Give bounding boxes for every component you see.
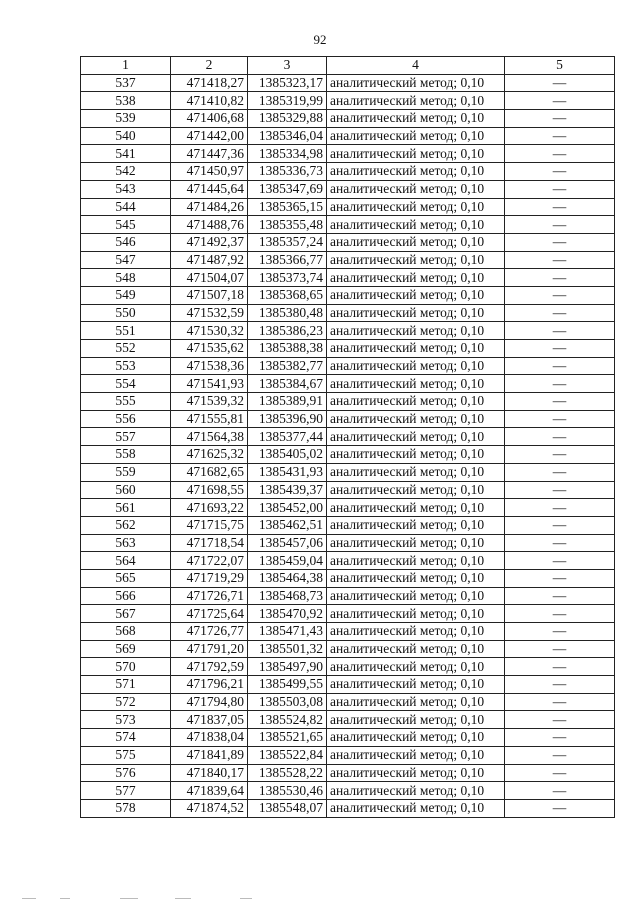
note-cell: — (505, 658, 615, 676)
table-row (81, 428, 615, 446)
point-number-cell: 561 (81, 499, 171, 517)
x-coordinate-cell: 471698,55 (171, 481, 248, 499)
y-coordinate-cell: 1385377,44 (248, 428, 327, 446)
table-row (81, 729, 615, 747)
note-cell: — (505, 729, 615, 747)
x-coordinate-cell: 471719,29 (171, 569, 248, 587)
method-cell: аналитический метод; 0,10 (327, 676, 505, 694)
point-number-cell: 567 (81, 605, 171, 623)
x-coordinate-cell: 471841,89 (171, 746, 248, 764)
table-row (81, 481, 615, 499)
column-header-1: 1 (81, 57, 171, 75)
y-coordinate-cell: 1385521,65 (248, 729, 327, 747)
x-coordinate-cell: 471625,32 (171, 446, 248, 464)
point-number-cell: 570 (81, 658, 171, 676)
x-coordinate-cell: 471839,64 (171, 782, 248, 800)
note-cell: — (505, 233, 615, 251)
x-coordinate-cell: 471837,05 (171, 711, 248, 729)
point-number-cell: 557 (81, 428, 171, 446)
method-cell: аналитический метод; 0,10 (327, 428, 505, 446)
method-cell: аналитический метод; 0,10 (327, 481, 505, 499)
y-coordinate-cell: 1385396,90 (248, 410, 327, 428)
note-cell: — (505, 552, 615, 570)
y-coordinate-cell: 1385334,98 (248, 145, 327, 163)
note-cell: — (505, 410, 615, 428)
note-cell: — (505, 746, 615, 764)
y-coordinate-cell: 1385522,84 (248, 746, 327, 764)
y-coordinate-cell: 1385501,32 (248, 640, 327, 658)
table-row (81, 251, 615, 269)
method-cell: аналитический метод; 0,10 (327, 693, 505, 711)
method-cell: аналитический метод; 0,10 (327, 393, 505, 411)
point-number-cell: 552 (81, 340, 171, 358)
y-coordinate-cell: 1385459,04 (248, 552, 327, 570)
x-coordinate-cell: 471447,36 (171, 145, 248, 163)
method-cell: аналитический метод; 0,10 (327, 711, 505, 729)
table-row (81, 375, 615, 393)
y-coordinate-cell: 1385323,17 (248, 74, 327, 92)
point-number-cell: 549 (81, 286, 171, 304)
note-cell: — (505, 198, 615, 216)
method-cell: аналитический метод; 0,10 (327, 799, 505, 817)
y-coordinate-cell: 1385452,00 (248, 499, 327, 517)
point-number-cell: 558 (81, 446, 171, 464)
page-number: 92 (313, 32, 327, 47)
point-number-cell: 554 (81, 375, 171, 393)
table-row (81, 782, 615, 800)
method-cell: аналитический метод; 0,10 (327, 92, 505, 110)
y-coordinate-cell: 1385365,15 (248, 198, 327, 216)
y-coordinate-cell: 1385366,77 (248, 251, 327, 269)
note-cell: — (505, 481, 615, 499)
method-cell: аналитический метод; 0,10 (327, 375, 505, 393)
point-number-cell: 575 (81, 746, 171, 764)
note-cell: — (505, 340, 615, 358)
x-coordinate-cell: 471530,32 (171, 322, 248, 340)
x-coordinate-cell: 471539,32 (171, 393, 248, 411)
point-number-cell: 548 (81, 269, 171, 287)
y-coordinate-cell: 1385405,02 (248, 446, 327, 464)
method-cell: аналитический метод; 0,10 (327, 216, 505, 234)
method-cell: аналитический метод; 0,10 (327, 163, 505, 181)
note-cell: — (505, 322, 615, 340)
method-cell: аналитический метод; 0,10 (327, 180, 505, 198)
note-cell: — (505, 357, 615, 375)
point-number-cell: 578 (81, 799, 171, 817)
point-number-cell: 539 (81, 110, 171, 128)
method-cell: аналитический метод; 0,10 (327, 269, 505, 287)
y-coordinate-cell: 1385457,06 (248, 534, 327, 552)
table-row (81, 552, 615, 570)
x-coordinate-cell: 471796,21 (171, 676, 248, 694)
x-coordinate-cell: 471726,77 (171, 623, 248, 641)
point-number-cell: 574 (81, 729, 171, 747)
y-coordinate-cell: 1385368,65 (248, 286, 327, 304)
point-number-cell: 556 (81, 410, 171, 428)
y-coordinate-cell: 1385499,55 (248, 676, 327, 694)
table-row (81, 499, 615, 517)
note-cell: — (505, 92, 615, 110)
table-row (81, 286, 615, 304)
x-coordinate-cell: 471874,52 (171, 799, 248, 817)
method-cell: аналитический метод; 0,10 (327, 446, 505, 464)
x-coordinate-cell: 471794,80 (171, 693, 248, 711)
x-coordinate-cell: 471792,59 (171, 658, 248, 676)
table-row (81, 198, 615, 216)
note-cell: — (505, 286, 615, 304)
y-coordinate-cell: 1385548,07 (248, 799, 327, 817)
table-row (81, 92, 615, 110)
method-cell: аналитический метод; 0,10 (327, 322, 505, 340)
x-coordinate-cell: 471487,92 (171, 251, 248, 269)
method-cell: аналитический метод; 0,10 (327, 127, 505, 145)
y-coordinate-cell: 1385530,46 (248, 782, 327, 800)
table-row (81, 163, 615, 181)
x-coordinate-cell: 471564,38 (171, 428, 248, 446)
note-cell: — (505, 110, 615, 128)
table-row (81, 127, 615, 145)
method-cell: аналитический метод; 0,10 (327, 640, 505, 658)
point-number-cell: 576 (81, 764, 171, 782)
method-cell: аналитический метод; 0,10 (327, 463, 505, 481)
point-number-cell: 542 (81, 163, 171, 181)
x-coordinate-cell: 471418,27 (171, 74, 248, 92)
note-cell: — (505, 623, 615, 641)
y-coordinate-cell: 1385468,73 (248, 587, 327, 605)
x-coordinate-cell: 471488,76 (171, 216, 248, 234)
point-number-cell: 573 (81, 711, 171, 729)
x-coordinate-cell: 471442,00 (171, 127, 248, 145)
point-number-cell: 563 (81, 534, 171, 552)
table-row (81, 569, 615, 587)
x-coordinate-cell: 471682,65 (171, 463, 248, 481)
y-coordinate-cell: 1385355,48 (248, 216, 327, 234)
x-coordinate-cell: 471450,97 (171, 163, 248, 181)
point-number-cell: 544 (81, 198, 171, 216)
x-coordinate-cell: 471555,81 (171, 410, 248, 428)
table-row (81, 216, 615, 234)
x-coordinate-cell: 471726,71 (171, 587, 248, 605)
table-row (81, 658, 615, 676)
point-number-cell: 564 (81, 552, 171, 570)
x-coordinate-cell: 471541,93 (171, 375, 248, 393)
point-number-cell: 546 (81, 233, 171, 251)
table-header-row (81, 57, 615, 75)
method-cell: аналитический метод; 0,10 (327, 410, 505, 428)
table-row (81, 304, 615, 322)
note-cell: — (505, 163, 615, 181)
y-coordinate-cell: 1385528,22 (248, 764, 327, 782)
table-row (81, 764, 615, 782)
method-cell: аналитический метод; 0,10 (327, 233, 505, 251)
method-cell: аналитический метод; 0,10 (327, 569, 505, 587)
table-row (81, 799, 615, 817)
note-cell: — (505, 799, 615, 817)
x-coordinate-cell: 471445,64 (171, 180, 248, 198)
column-header-4: 4 (327, 57, 505, 75)
point-number-cell: 551 (81, 322, 171, 340)
scan-artifacts (0, 898, 640, 902)
y-coordinate-cell: 1385357,24 (248, 233, 327, 251)
table-row (81, 623, 615, 641)
y-coordinate-cell: 1385382,77 (248, 357, 327, 375)
method-cell: аналитический метод; 0,10 (327, 340, 505, 358)
note-cell: — (505, 534, 615, 552)
method-cell: аналитический метод; 0,10 (327, 552, 505, 570)
y-coordinate-cell: 1385431,93 (248, 463, 327, 481)
method-cell: аналитический метод; 0,10 (327, 357, 505, 375)
point-number-cell: 572 (81, 693, 171, 711)
x-coordinate-cell: 471507,18 (171, 286, 248, 304)
y-coordinate-cell: 1385380,48 (248, 304, 327, 322)
point-number-cell: 559 (81, 463, 171, 481)
table-row (81, 322, 615, 340)
x-coordinate-cell: 471693,22 (171, 499, 248, 517)
note-cell: — (505, 569, 615, 587)
method-cell: аналитический метод; 0,10 (327, 623, 505, 641)
method-cell: аналитический метод; 0,10 (327, 286, 505, 304)
note-cell: — (505, 676, 615, 694)
point-number-cell: 545 (81, 216, 171, 234)
point-number-cell: 568 (81, 623, 171, 641)
x-coordinate-cell: 471406,68 (171, 110, 248, 128)
point-number-cell: 547 (81, 251, 171, 269)
method-cell: аналитический метод; 0,10 (327, 764, 505, 782)
note-cell: — (505, 251, 615, 269)
point-number-cell: 577 (81, 782, 171, 800)
note-cell: — (505, 269, 615, 287)
coordinates-table (80, 56, 615, 818)
y-coordinate-cell: 1385464,38 (248, 569, 327, 587)
table-row (81, 145, 615, 163)
column-header-5: 5 (505, 57, 615, 75)
point-number-cell: 550 (81, 304, 171, 322)
method-cell: аналитический метод; 0,10 (327, 110, 505, 128)
y-coordinate-cell: 1385388,38 (248, 340, 327, 358)
x-coordinate-cell: 471715,75 (171, 516, 248, 534)
y-coordinate-cell: 1385389,91 (248, 393, 327, 411)
point-number-cell: 569 (81, 640, 171, 658)
method-cell: аналитический метод; 0,10 (327, 74, 505, 92)
y-coordinate-cell: 1385497,90 (248, 658, 327, 676)
table-row (81, 693, 615, 711)
note-cell: — (505, 605, 615, 623)
y-coordinate-cell: 1385373,74 (248, 269, 327, 287)
method-cell: аналитический метод; 0,10 (327, 304, 505, 322)
note-cell: — (505, 145, 615, 163)
method-cell: аналитический метод; 0,10 (327, 587, 505, 605)
note-cell: — (505, 446, 615, 464)
x-coordinate-cell: 471538,36 (171, 357, 248, 375)
point-number-cell: 555 (81, 393, 171, 411)
method-cell: аналитический метод; 0,10 (327, 145, 505, 163)
x-coordinate-cell: 471532,59 (171, 304, 248, 322)
method-cell: аналитический метод; 0,10 (327, 198, 505, 216)
point-number-cell: 565 (81, 569, 171, 587)
y-coordinate-cell: 1385319,99 (248, 92, 327, 110)
x-coordinate-cell: 471492,37 (171, 233, 248, 251)
table-row (81, 446, 615, 464)
y-coordinate-cell: 1385329,88 (248, 110, 327, 128)
method-cell: аналитический метод; 0,10 (327, 746, 505, 764)
x-coordinate-cell: 471718,54 (171, 534, 248, 552)
table-row (81, 410, 615, 428)
note-cell: — (505, 516, 615, 534)
method-cell: аналитический метод; 0,10 (327, 729, 505, 747)
y-coordinate-cell: 1385336,73 (248, 163, 327, 181)
table-row (81, 74, 615, 92)
x-coordinate-cell: 471725,64 (171, 605, 248, 623)
x-coordinate-cell: 471410,82 (171, 92, 248, 110)
table-row (81, 746, 615, 764)
point-number-cell: 543 (81, 180, 171, 198)
method-cell: аналитический метод; 0,10 (327, 516, 505, 534)
table-row (81, 640, 615, 658)
point-number-cell: 562 (81, 516, 171, 534)
table-row (81, 233, 615, 251)
table-row (81, 711, 615, 729)
method-cell: аналитический метод; 0,10 (327, 782, 505, 800)
table-row (81, 587, 615, 605)
y-coordinate-cell: 1385503,08 (248, 693, 327, 711)
table-row (81, 269, 615, 287)
table-row (81, 516, 615, 534)
note-cell: — (505, 463, 615, 481)
point-number-cell: 540 (81, 127, 171, 145)
table-row (81, 534, 615, 552)
column-header-3: 3 (248, 57, 327, 75)
point-number-cell: 566 (81, 587, 171, 605)
y-coordinate-cell: 1385462,51 (248, 516, 327, 534)
x-coordinate-cell: 471838,04 (171, 729, 248, 747)
note-cell: — (505, 393, 615, 411)
point-number-cell: 538 (81, 92, 171, 110)
note-cell: — (505, 711, 615, 729)
y-coordinate-cell: 1385470,92 (248, 605, 327, 623)
x-coordinate-cell: 471484,26 (171, 198, 248, 216)
x-coordinate-cell: 471791,20 (171, 640, 248, 658)
point-number-cell: 553 (81, 357, 171, 375)
table-row (81, 180, 615, 198)
x-coordinate-cell: 471535,62 (171, 340, 248, 358)
table-row (81, 110, 615, 128)
note-cell: — (505, 587, 615, 605)
note-cell: — (505, 304, 615, 322)
y-coordinate-cell: 1385439,37 (248, 481, 327, 499)
y-coordinate-cell: 1385384,67 (248, 375, 327, 393)
table-row (81, 357, 615, 375)
x-coordinate-cell: 471840,17 (171, 764, 248, 782)
point-number-cell: 560 (81, 481, 171, 499)
method-cell: аналитический метод; 0,10 (327, 658, 505, 676)
method-cell: аналитический метод; 0,10 (327, 605, 505, 623)
y-coordinate-cell: 1385346,04 (248, 127, 327, 145)
table-row (81, 393, 615, 411)
note-cell: — (505, 74, 615, 92)
table-body (81, 74, 615, 817)
method-cell: аналитический метод; 0,10 (327, 499, 505, 517)
method-cell: аналитический метод; 0,10 (327, 251, 505, 269)
note-cell: — (505, 764, 615, 782)
y-coordinate-cell: 1385524,82 (248, 711, 327, 729)
y-coordinate-cell: 1385471,43 (248, 623, 327, 641)
note-cell: — (505, 216, 615, 234)
note-cell: — (505, 428, 615, 446)
note-cell: — (505, 127, 615, 145)
table-row (81, 463, 615, 481)
x-coordinate-cell: 471722,07 (171, 552, 248, 570)
method-cell: аналитический метод; 0,10 (327, 534, 505, 552)
note-cell: — (505, 640, 615, 658)
note-cell: — (505, 782, 615, 800)
x-coordinate-cell: 471504,07 (171, 269, 248, 287)
note-cell: — (505, 180, 615, 198)
table-row (81, 605, 615, 623)
table-row (81, 340, 615, 358)
point-number-cell: 541 (81, 145, 171, 163)
column-header-2: 2 (171, 57, 248, 75)
note-cell: — (505, 375, 615, 393)
point-number-cell: 537 (81, 74, 171, 92)
table-row (81, 676, 615, 694)
y-coordinate-cell: 1385347,69 (248, 180, 327, 198)
note-cell: — (505, 693, 615, 711)
point-number-cell: 571 (81, 676, 171, 694)
y-coordinate-cell: 1385386,23 (248, 322, 327, 340)
note-cell: — (505, 499, 615, 517)
